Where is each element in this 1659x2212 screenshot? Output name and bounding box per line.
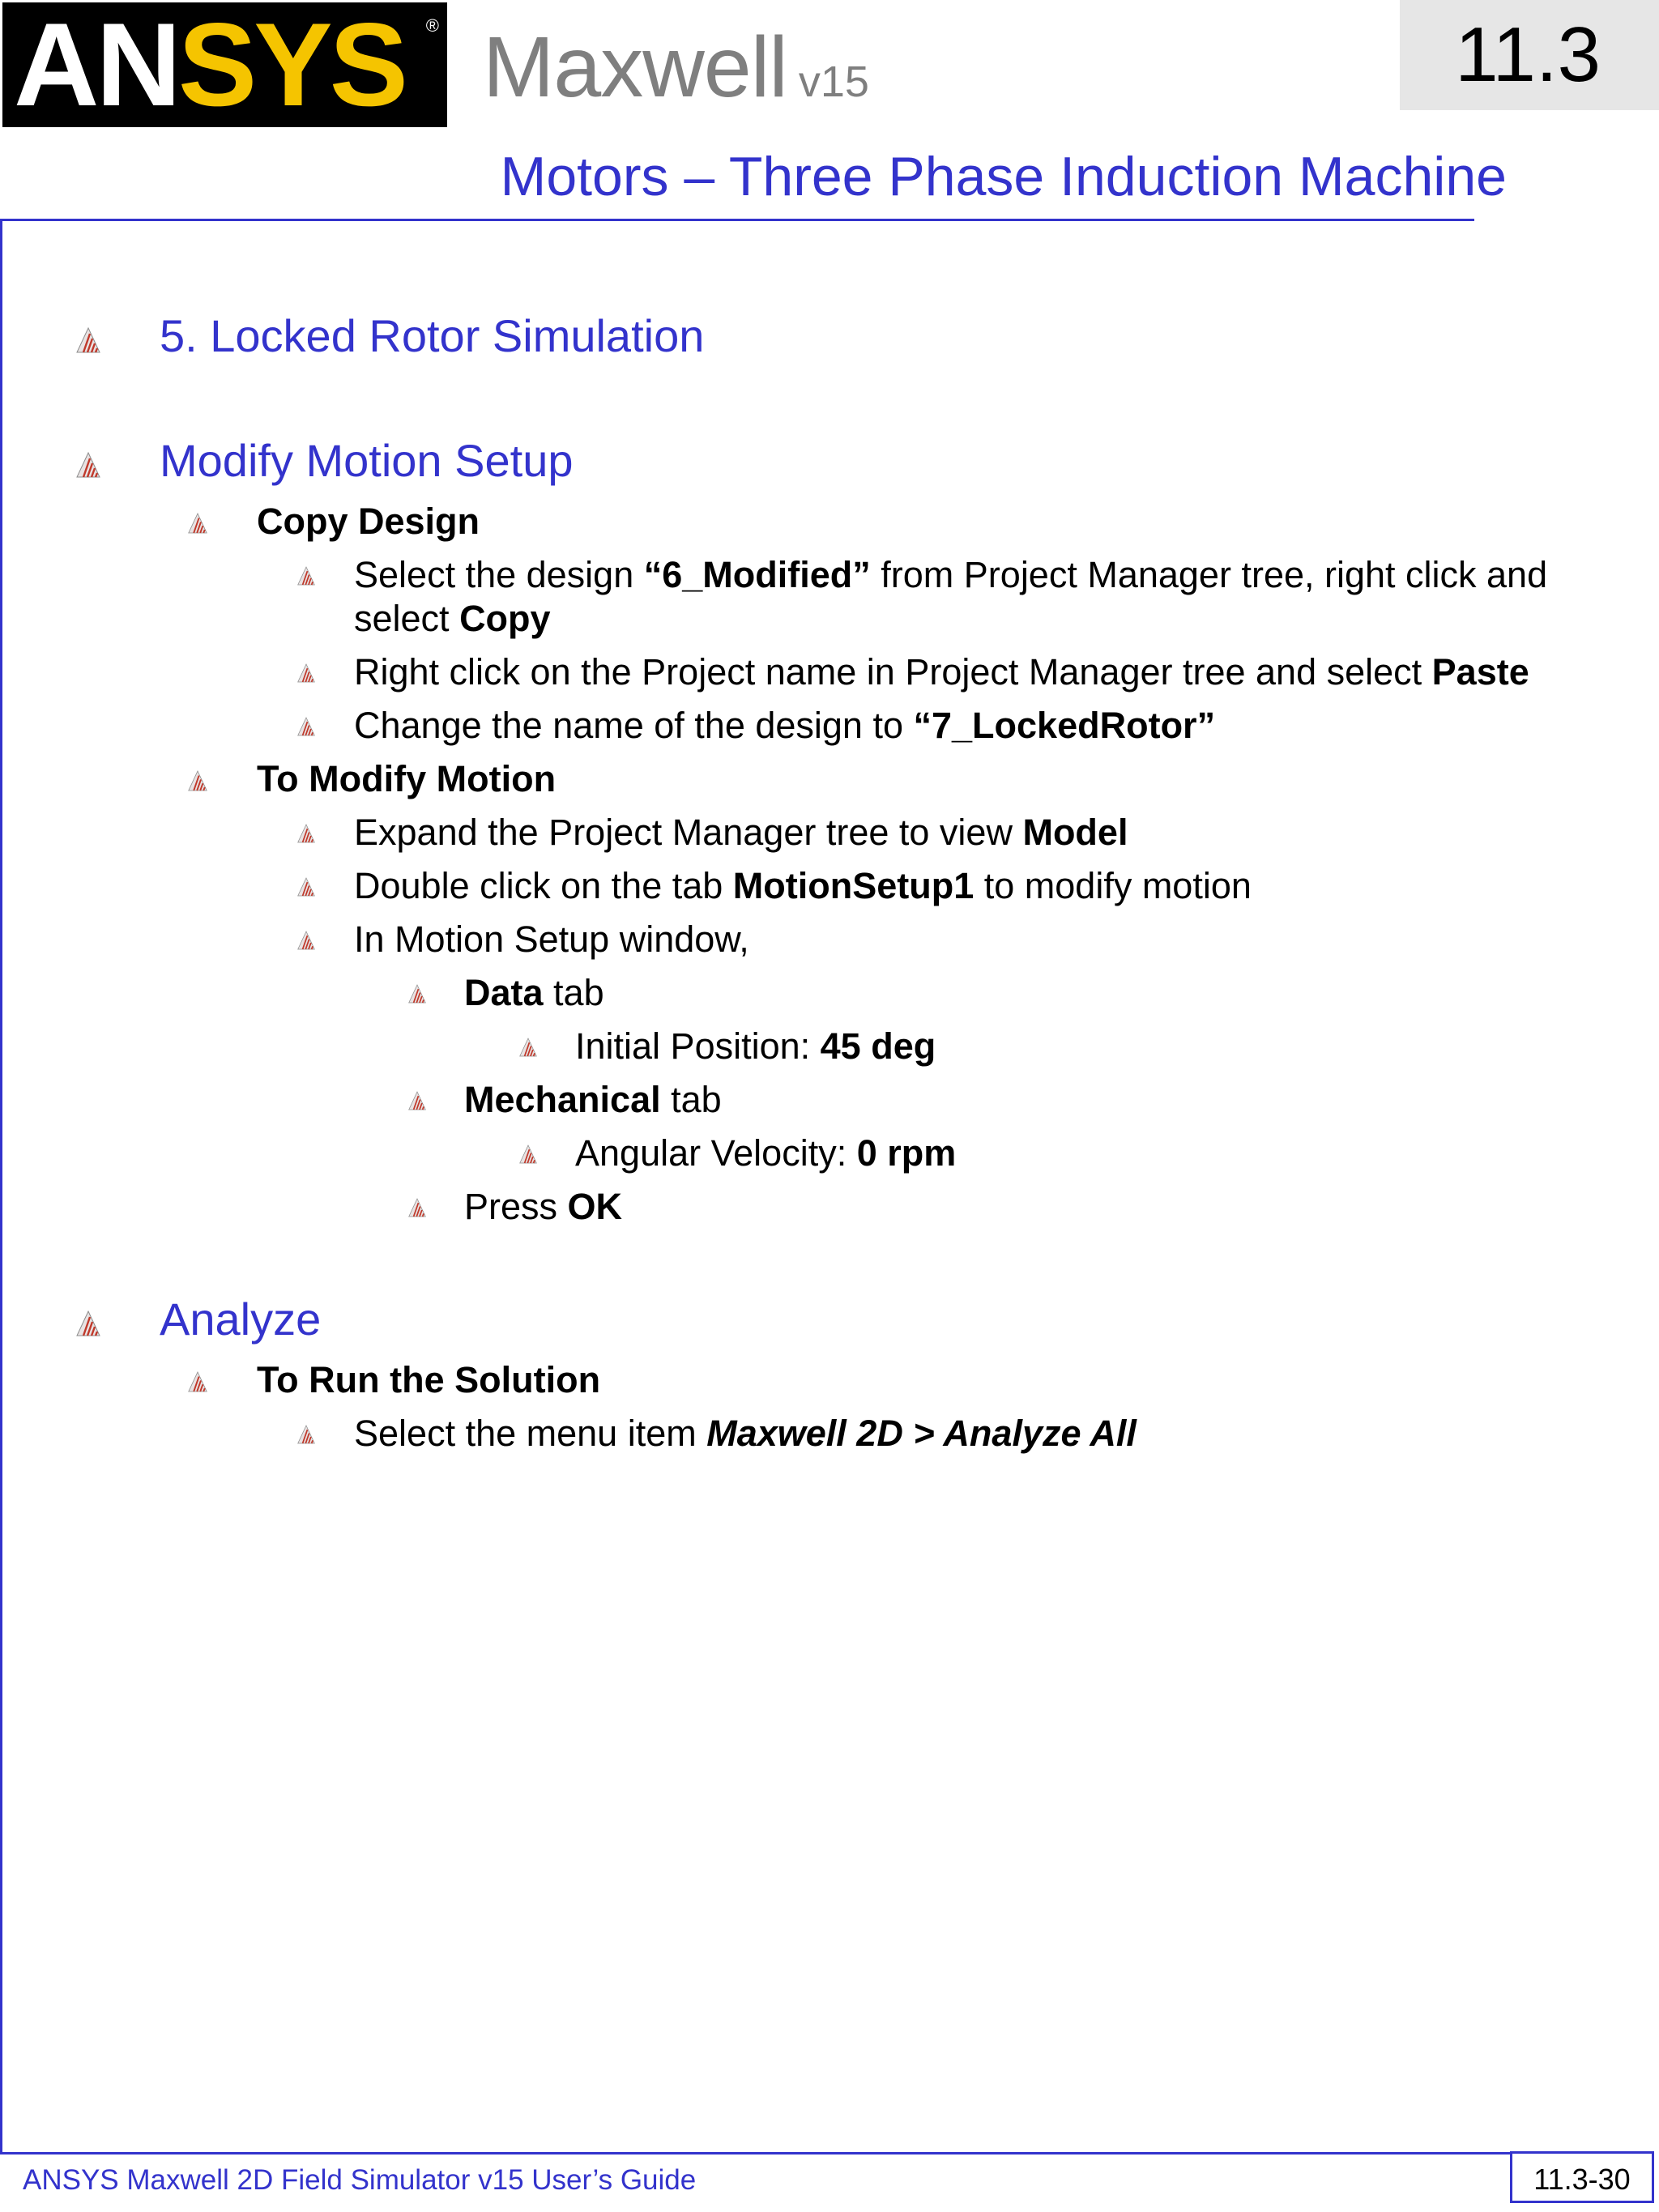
logo-sys: SYS [177,2,406,127]
bullet-icon [297,824,315,843]
bullet-icon [76,1311,100,1336]
list-item: Press OK [464,1186,623,1227]
bullet-icon [408,984,426,1004]
bullet-icon [188,770,207,791]
logo-an: AN [14,2,178,127]
list-item: Select the design “6_Modified” from Project Manager tree, right click and [354,554,1548,595]
bullet-icon [297,717,315,736]
logo-registered-mark: ® [425,15,439,36]
list-item: Right click on the Project name in Project Manager tree and select Paste [354,651,1529,693]
footer-guide-title: ANSYS Maxwell 2D Field Simulator v15 User’s Guide [23,2164,697,2196]
bullet-icon [297,931,315,950]
list-item: Angular Velocity: 0 rpm [575,1132,957,1174]
page-number: 11.3-30 [1533,2163,1631,2196]
product-title: Maxwell [483,19,787,115]
ansys-logo [2,2,447,127]
left-border [0,219,2,2154]
page-title: Motors – Three Phase Induction Machine [500,146,1507,207]
label-modify-motion: To Modify Motion [257,758,557,799]
bullet-icon [188,1371,207,1392]
list-item: Double click on the tab MotionSetup1 to modify motion [354,865,1252,906]
bullet-icon [297,566,315,586]
bullet-icon [297,663,315,683]
footer-rule [0,2152,1510,2154]
product-name [483,15,869,120]
bullet-icon [297,1425,315,1444]
menu-path: Maxwell 2D > Analyze All [706,1413,1137,1454]
list-item: Initial Position: 45 deg [575,1025,936,1067]
label-run-solution: To Run the Solution [257,1359,601,1400]
list-item: Data tab [464,972,604,1013]
bullet-icon [188,513,207,534]
section-number: 11.3 [1455,11,1601,98]
product-version: v15 [798,58,869,106]
bullet-icon [76,327,100,353]
heading-analyze: Analyze [160,1294,322,1345]
list-item: Select the menu item Maxwell 2D > Analyze All [354,1413,1137,1454]
page-number-box [1510,2151,1654,2203]
bullet-icon [408,1198,426,1217]
label-copy-design: Copy Design [257,501,480,542]
list-item: Change the name of the design to “7_LockedRotor” [354,705,1216,746]
bullet-icon [76,452,100,478]
list-item: Expand the Project Manager tree to view Model [354,812,1128,853]
title-underline [0,219,1474,221]
heading-modify-motion-setup: Modify Motion Setup [160,435,574,486]
list-item: In Motion Setup window, [354,918,749,960]
bullet-icon [297,877,315,897]
list-item-continuation: select Copy [354,598,551,639]
bullet-icon [519,1144,537,1164]
bullet-icon [519,1038,537,1057]
section-number-box [1400,0,1659,110]
list-item: Mechanical tab [464,1079,722,1120]
bullet-icon [408,1091,426,1110]
heading-locked-rotor: 5. Locked Rotor Simulation [160,310,705,361]
